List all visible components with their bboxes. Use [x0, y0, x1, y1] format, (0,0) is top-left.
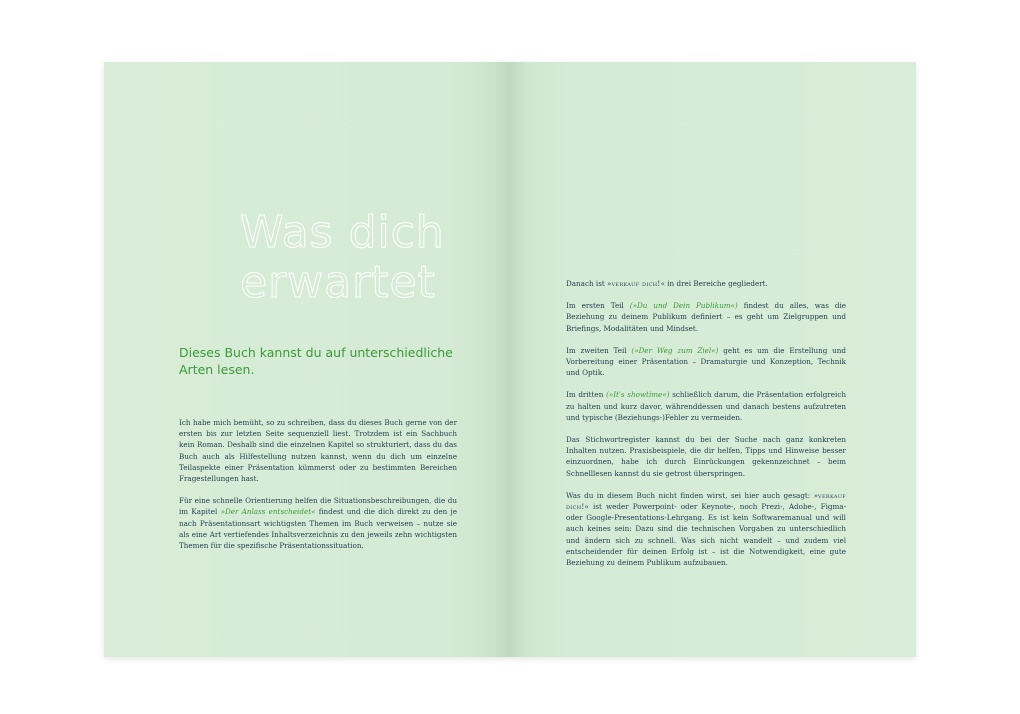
left-page — [104, 62, 510, 657]
paragraph: Ich habe mich bemüht, so zu schreiben, dass du dieses Buch gerne von der ersten bis zur letzten Seite sequenziell liest. Trotzdem ist ein Sachbuch kein Roman. Deshalb sind die einzelnen Kapitel so strukturiert, dass du das Buch auch als Hilfestellung nutzen kannst, wenn du dich um einzelne Teilaspekte einer Präsentation kümmerst oder zu bestimmten Bereichen Fragestellungen hast. — [179, 418, 457, 484]
text-run: Für eine schnelle Orientierung helfen die Situationsbeschreibungen, die du im Kapitel — [179, 496, 457, 517]
emphasis-text: (»It's showtime«) — [606, 390, 670, 400]
text-run: « in drei Bereiche gegliedert. — [660, 279, 768, 288]
text-run: Im zweiten Teil — [566, 345, 632, 355]
right-body-text — [566, 278, 846, 579]
paragraph — [566, 300, 846, 334]
text-run: Was du in diesem Buch nicht finden wirst, sei hier auch gesagt: » — [566, 490, 819, 500]
paragraph — [566, 389, 846, 423]
emphasis-text: (»Du und Dein Publikum«) — [629, 301, 738, 311]
emphasis-text: (»Der Weg zum Ziel«) — [631, 345, 719, 355]
book-title-smallcaps: verkauf dich! — [611, 279, 661, 288]
paragraph — [566, 490, 846, 568]
right-page — [510, 62, 916, 657]
page-title — [240, 208, 500, 308]
text-run: schließlich darum, die Präsentation erfolgreich zu halten und kurz davor, währenddessen und danach bestens aufzutreten und typische (Beziehungs-)Fehler zu vermeiden. — [566, 390, 846, 422]
book-spread — [104, 62, 916, 657]
title-line-2: erwartet — [240, 257, 436, 308]
text-run: « ist weder Powerpoint- oder Keynote-, noch Prezi-, Adobe-, Figma- oder Google-Presentations-Lehrgang. Es ist kein Softwaremanual und will auch keines sein: Dazu sind die technischen Vorgaben zu unterschiedlich und ändern sich zu schnell. Was sich nicht wandelt – und zudem viel entscheidender für deinen Erfolg ist – ist die Notwendigkeit, eine gute Beziehung zu deinem Publikum aufzubauen. — [566, 502, 846, 568]
book-title-smallcaps: verkauf dich! — [566, 490, 846, 512]
paragraph — [566, 278, 846, 289]
text-run: Im dritten — [566, 390, 606, 400]
subtitle: Dieses Buch kannst du auf unterschiedliche Arten lesen. — [179, 345, 453, 377]
title-line-1: Was dich — [240, 207, 445, 258]
text-run: findest und die dich direkt zu den je nach Präsentationsart wichtigsten Themen im Buch verweisen – nutze sie als eine Art vertiefendes Inhaltsverzeichnis zu den jeweils zehn wichtigsten Themen für die spezifische Präsentationssituation. — [179, 507, 457, 551]
left-body-text — [179, 417, 457, 562]
text-run: Im ersten Teil — [566, 301, 630, 311]
paragraph — [566, 345, 846, 379]
paragraph: Das Stichwortregister kannst du bei der Suche nach ganz konkreten Inhalten nutzen. Praxisbeispiele, die dir helfen, Tipps und Hinweise besser einzuordnen, habe ich durch Einrückungen gekennzeichnet – beim Schnelllesen kannst du sie getrost überspringen. — [566, 435, 846, 478]
emphasis-text: »Der Anlass entscheidet« — [220, 507, 316, 517]
text-run: Danach ist » — [566, 279, 612, 288]
text-run: findest du alles, was die Beziehung zu deinem Publikum definiert – es geht um Zielgruppen und Briefings, Modalitäten und Mindset. — [566, 301, 847, 333]
text-run: geht es um die Erstellung und Vorbereitung einer Präsentation – Dramaturgie und Konzeption, Technik und Optik. — [566, 345, 846, 378]
paragraph — [179, 495, 457, 551]
